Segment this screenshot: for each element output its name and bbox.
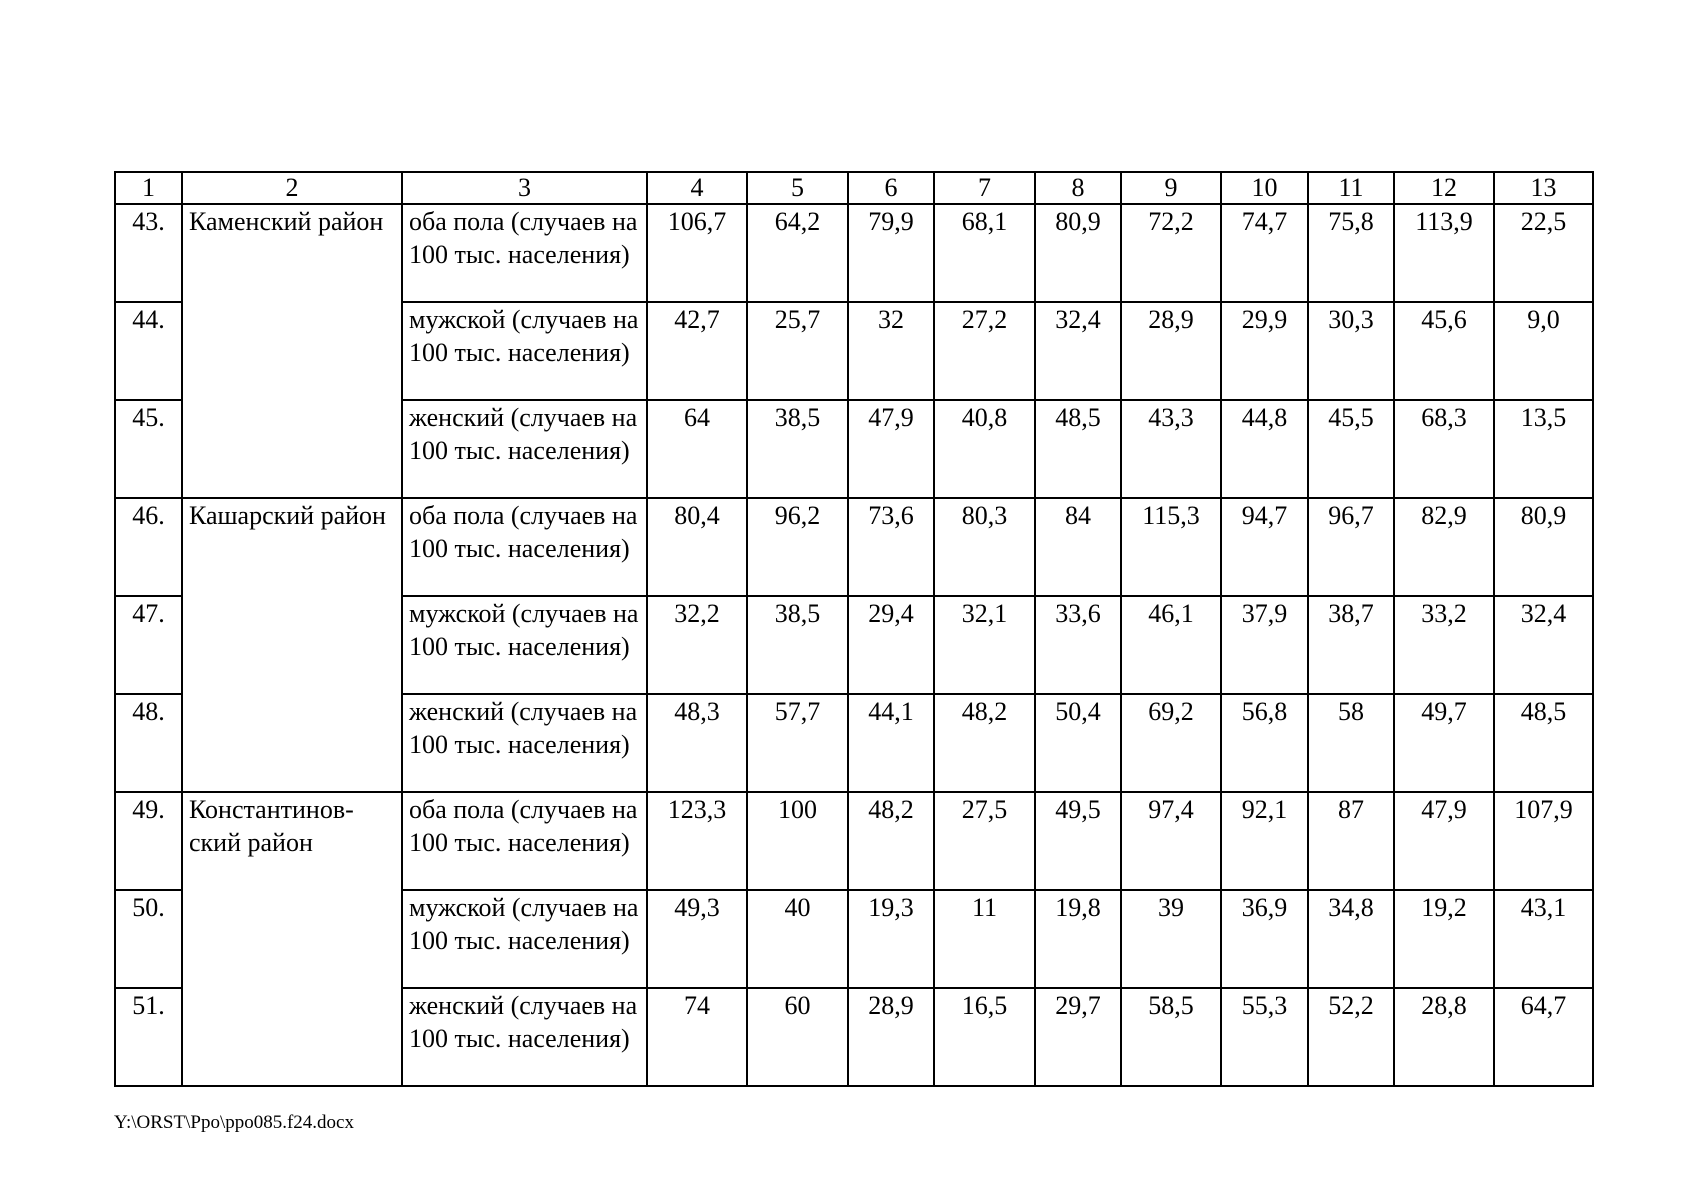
value-cell: 22,5 — [1494, 204, 1593, 302]
value-cell: 73,6 — [848, 498, 934, 596]
column-header: 7 — [934, 172, 1035, 204]
value-cell: 32 — [848, 302, 934, 400]
value-cell: 47,9 — [1394, 792, 1494, 890]
row-number: 43. — [115, 204, 182, 302]
value-cell: 48,3 — [647, 694, 747, 792]
value-cell: 58 — [1308, 694, 1394, 792]
value-cell: 44,1 — [848, 694, 934, 792]
column-header: 1 — [115, 172, 182, 204]
value-cell: 49,7 — [1394, 694, 1494, 792]
value-cell: 52,2 — [1308, 988, 1394, 1086]
value-cell: 107,9 — [1494, 792, 1593, 890]
value-cell: 13,5 — [1494, 400, 1593, 498]
statistics-table — [114, 171, 1594, 1087]
value-cell: 33,6 — [1035, 596, 1121, 694]
value-cell: 9,0 — [1494, 302, 1593, 400]
value-cell: 34,8 — [1308, 890, 1394, 988]
value-cell: 100 — [747, 792, 848, 890]
value-cell: 47,9 — [848, 400, 934, 498]
value-cell: 32,2 — [647, 596, 747, 694]
value-cell: 50,4 — [1035, 694, 1121, 792]
value-cell: 43,1 — [1494, 890, 1593, 988]
value-cell: 84 — [1035, 498, 1121, 596]
value-cell: 37,9 — [1221, 596, 1308, 694]
value-cell: 57,7 — [747, 694, 848, 792]
value-cell: 64 — [647, 400, 747, 498]
value-cell: 36,9 — [1221, 890, 1308, 988]
column-header: 3 — [402, 172, 647, 204]
row-number: 48. — [115, 694, 182, 792]
indicator-label: женский (случаев на 100 тыс. населения) — [402, 400, 647, 498]
column-header: 8 — [1035, 172, 1121, 204]
value-cell: 60 — [747, 988, 848, 1086]
indicator-label: оба пола (случаев на 100 тыс. населения) — [402, 792, 647, 890]
value-cell: 72,2 — [1121, 204, 1221, 302]
value-cell: 56,8 — [1221, 694, 1308, 792]
value-cell: 11 — [934, 890, 1035, 988]
value-cell: 40,8 — [934, 400, 1035, 498]
district-name: Каменский район — [182, 204, 402, 498]
column-header: 10 — [1221, 172, 1308, 204]
value-cell: 64,7 — [1494, 988, 1593, 1086]
value-cell: 28,9 — [848, 988, 934, 1086]
indicator-label: мужской (случаев на 100 тыс. населения) — [402, 302, 647, 400]
value-cell: 48,5 — [1035, 400, 1121, 498]
column-header: 2 — [182, 172, 402, 204]
value-cell: 39 — [1121, 890, 1221, 988]
value-cell: 69,2 — [1121, 694, 1221, 792]
indicator-label: оба пола (случаев на 100 тыс. населения) — [402, 498, 647, 596]
value-cell: 74,7 — [1221, 204, 1308, 302]
value-cell: 75,8 — [1308, 204, 1394, 302]
value-cell: 96,7 — [1308, 498, 1394, 596]
value-cell: 49,5 — [1035, 792, 1121, 890]
value-cell: 68,1 — [934, 204, 1035, 302]
indicator-label: мужской (случаев на 100 тыс. населения) — [402, 890, 647, 988]
value-cell: 27,2 — [934, 302, 1035, 400]
value-cell: 42,7 — [647, 302, 747, 400]
value-cell: 40 — [747, 890, 848, 988]
value-cell: 80,9 — [1035, 204, 1121, 302]
value-cell: 80,4 — [647, 498, 747, 596]
value-cell: 115,3 — [1121, 498, 1221, 596]
value-cell: 94,7 — [1221, 498, 1308, 596]
row-number: 44. — [115, 302, 182, 400]
value-cell: 33,2 — [1394, 596, 1494, 694]
value-cell: 92,1 — [1221, 792, 1308, 890]
value-cell: 32,1 — [934, 596, 1035, 694]
value-cell: 64,2 — [747, 204, 848, 302]
value-cell: 38,5 — [747, 400, 848, 498]
header-row — [115, 172, 1593, 204]
row-number: 51. — [115, 988, 182, 1086]
value-cell: 38,5 — [747, 596, 848, 694]
district-name: Кашарский район — [182, 498, 402, 792]
row-number: 47. — [115, 596, 182, 694]
value-cell: 19,2 — [1394, 890, 1494, 988]
value-cell: 48,5 — [1494, 694, 1593, 792]
table-body — [115, 172, 1593, 1086]
table-row — [115, 498, 1593, 596]
indicator-label: женский (случаев на 100 тыс. населения) — [402, 694, 647, 792]
value-cell: 55,3 — [1221, 988, 1308, 1086]
value-cell: 38,7 — [1308, 596, 1394, 694]
value-cell: 45,6 — [1394, 302, 1494, 400]
row-number: 49. — [115, 792, 182, 890]
value-cell: 28,8 — [1394, 988, 1494, 1086]
row-number: 45. — [115, 400, 182, 498]
column-header: 11 — [1308, 172, 1394, 204]
value-cell: 106,7 — [647, 204, 747, 302]
column-header: 9 — [1121, 172, 1221, 204]
column-header: 6 — [848, 172, 934, 204]
row-number: 46. — [115, 498, 182, 596]
column-header: 5 — [747, 172, 848, 204]
value-cell: 49,3 — [647, 890, 747, 988]
value-cell: 32,4 — [1035, 302, 1121, 400]
value-cell: 46,1 — [1121, 596, 1221, 694]
indicator-label: мужской (случаев на 100 тыс. населения) — [402, 596, 647, 694]
value-cell: 87 — [1308, 792, 1394, 890]
indicator-label: оба пола (случаев на 100 тыс. населения) — [402, 204, 647, 302]
footer-file-path: Y:\ORST\Ppo\ppo085.f24.docx — [114, 1112, 354, 1133]
value-cell: 28,9 — [1121, 302, 1221, 400]
value-cell: 80,3 — [934, 498, 1035, 596]
row-number: 50. — [115, 890, 182, 988]
value-cell: 80,9 — [1494, 498, 1593, 596]
column-header: 4 — [647, 172, 747, 204]
value-cell: 43,3 — [1121, 400, 1221, 498]
value-cell: 44,8 — [1221, 400, 1308, 498]
value-cell: 58,5 — [1121, 988, 1221, 1086]
table-row — [115, 204, 1593, 302]
table-row — [115, 792, 1593, 890]
column-header: 13 — [1494, 172, 1593, 204]
value-cell: 97,4 — [1121, 792, 1221, 890]
value-cell: 96,2 — [747, 498, 848, 596]
district-name: Константинов-ский район — [182, 792, 402, 1086]
value-cell: 48,2 — [848, 792, 934, 890]
value-cell: 45,5 — [1308, 400, 1394, 498]
value-cell: 113,9 — [1394, 204, 1494, 302]
value-cell: 16,5 — [934, 988, 1035, 1086]
indicator-label: женский (случаев на 100 тыс. населения) — [402, 988, 647, 1086]
value-cell: 48,2 — [934, 694, 1035, 792]
value-cell: 123,3 — [647, 792, 747, 890]
value-cell: 27,5 — [934, 792, 1035, 890]
value-cell: 74 — [647, 988, 747, 1086]
value-cell: 30,3 — [1308, 302, 1394, 400]
value-cell: 82,9 — [1394, 498, 1494, 596]
column-header: 12 — [1394, 172, 1494, 204]
value-cell: 29,4 — [848, 596, 934, 694]
value-cell: 68,3 — [1394, 400, 1494, 498]
value-cell: 19,3 — [848, 890, 934, 988]
value-cell: 19,8 — [1035, 890, 1121, 988]
value-cell: 25,7 — [747, 302, 848, 400]
value-cell: 29,7 — [1035, 988, 1121, 1086]
value-cell: 29,9 — [1221, 302, 1308, 400]
value-cell: 79,9 — [848, 204, 934, 302]
value-cell: 32,4 — [1494, 596, 1593, 694]
